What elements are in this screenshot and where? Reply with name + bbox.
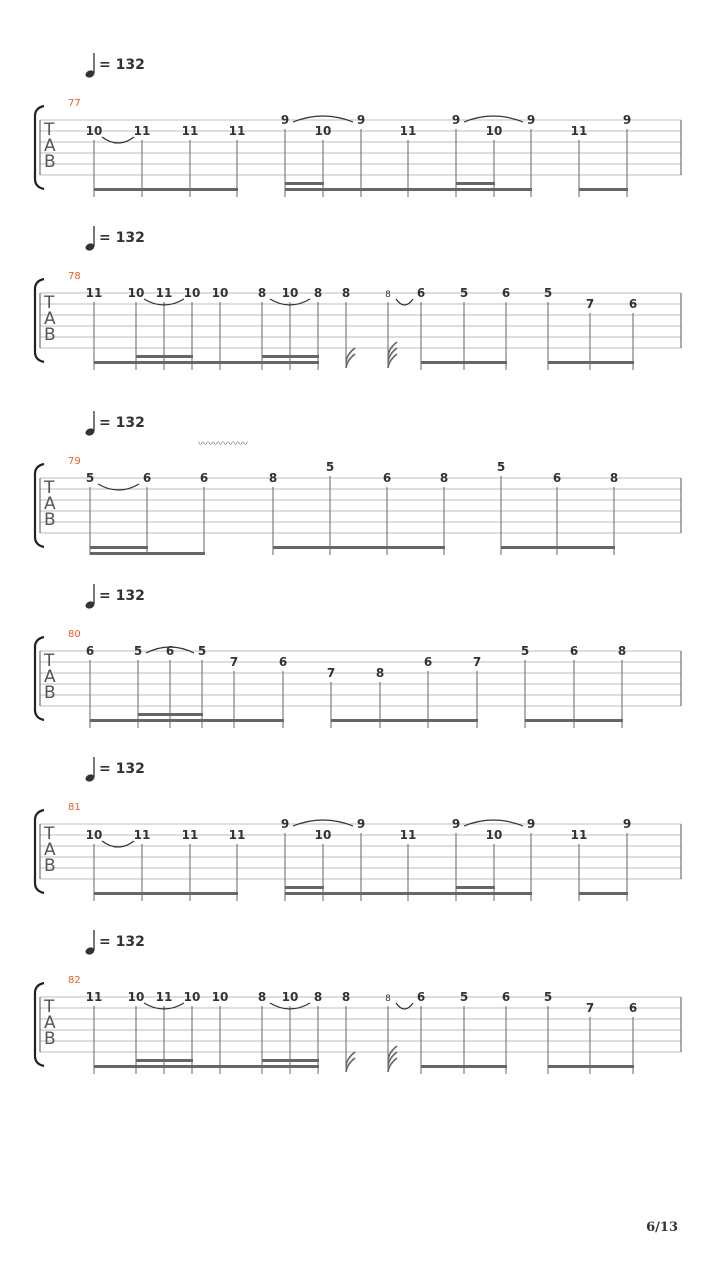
fret-number: 11: [181, 124, 199, 138]
fret-number: 8: [313, 286, 323, 300]
fret-number: 6: [423, 655, 433, 669]
vibrato-mark: 〰〰〰〰〰: [198, 439, 248, 450]
tempo-marking: = 132: [99, 57, 145, 73]
fret-number: 5: [197, 644, 207, 658]
tab-clef-letter: T: [44, 651, 55, 671]
fret-number: 6: [199, 471, 209, 485]
fret-number: 6: [569, 644, 579, 658]
beam: [501, 546, 615, 549]
fret-number: 9: [451, 817, 461, 831]
fret-number: 11: [155, 286, 173, 300]
fret-number: 9: [526, 113, 536, 127]
beam: [94, 361, 319, 364]
measure-number: 80: [68, 629, 81, 640]
beam: [421, 361, 507, 364]
fret-number: 10: [314, 828, 332, 842]
beam: [285, 182, 324, 185]
measure-number: 79: [68, 456, 81, 467]
fret-number: 9: [622, 817, 632, 831]
tempo-marking: = 132: [99, 415, 145, 431]
fret-number: 5: [85, 471, 95, 485]
beam: [94, 188, 238, 191]
tab-clef-letter: T: [44, 997, 55, 1017]
beam: [285, 886, 324, 889]
tab-system: [35, 411, 681, 555]
tab-clef-letter: T: [44, 120, 55, 140]
tab-clef-letter: B: [44, 856, 56, 876]
fret-number: 11: [155, 990, 173, 1004]
fret-number: 9: [280, 817, 290, 831]
fret-number: 10: [211, 286, 229, 300]
tab-system: [35, 226, 681, 370]
fret-number: 11: [181, 828, 199, 842]
fret-number: 7: [229, 655, 239, 669]
slur-tie: [293, 820, 353, 826]
fret-number: 8: [257, 990, 267, 1004]
tab-clef-letter: B: [44, 152, 56, 172]
tab-clef-letter: B: [44, 510, 56, 530]
tab-clef-letter: B: [44, 683, 56, 703]
measure-number: 77: [68, 98, 81, 109]
fret-number: 11: [85, 990, 103, 1004]
fret-number: 9: [451, 113, 461, 127]
fret-number: 6: [501, 286, 511, 300]
fret-number: 9: [622, 113, 632, 127]
tempo-marking: = 132: [99, 588, 145, 604]
fret-number: 6: [382, 471, 392, 485]
fret-number: 8: [341, 990, 351, 1004]
fret-number: 11: [85, 286, 103, 300]
beam: [262, 1059, 319, 1062]
fret-number: 8: [268, 471, 278, 485]
fret-number: 10: [183, 286, 201, 300]
beam: [285, 188, 532, 191]
fret-number: 10: [183, 990, 201, 1004]
tab-system: [35, 930, 681, 1074]
tab-system: [35, 53, 681, 197]
tab-clef-letter: B: [44, 325, 56, 345]
tab-clef-letter: A: [44, 136, 56, 156]
beam: [94, 1065, 319, 1068]
fret-number: 5: [543, 286, 553, 300]
fret-number: 8: [375, 666, 385, 680]
fret-number: 9: [280, 113, 290, 127]
tempo-marking: = 132: [99, 230, 145, 246]
slur-tie: [293, 116, 353, 122]
fret-number: 5: [133, 644, 143, 658]
measure-number: 81: [68, 802, 81, 813]
beam: [94, 892, 238, 895]
fret-number: 7: [326, 666, 336, 680]
fret-number: 10: [485, 124, 503, 138]
fret-number: 11: [570, 124, 588, 138]
fret-number: 11: [133, 124, 151, 138]
grace-fret-number: 8: [385, 994, 391, 1004]
fret-number: 8: [341, 286, 351, 300]
fret-number: 6: [278, 655, 288, 669]
fret-number: 5: [520, 644, 530, 658]
tab-clef-letter: A: [44, 667, 56, 687]
fret-number: 6: [501, 990, 511, 1004]
beam: [136, 355, 193, 358]
tab-clef-letter: A: [44, 309, 56, 329]
tab-clef-letter: B: [44, 1029, 56, 1049]
beam: [548, 1065, 634, 1068]
fret-number: 6: [165, 644, 175, 658]
fret-number: 6: [416, 286, 426, 300]
tab-system: [35, 584, 681, 728]
fret-number: 10: [314, 124, 332, 138]
tab-system: [35, 757, 681, 901]
fret-number: 6: [552, 471, 562, 485]
beam: [331, 719, 478, 722]
tab-clef-letter: A: [44, 494, 56, 514]
fret-number: 11: [228, 124, 246, 138]
beam: [525, 719, 623, 722]
fret-number: 7: [585, 297, 595, 311]
fret-number: 5: [496, 460, 506, 474]
fret-number: 6: [628, 297, 638, 311]
beam: [548, 361, 634, 364]
fret-number: 6: [85, 644, 95, 658]
beam: [138, 713, 203, 716]
beam: [456, 886, 495, 889]
fret-number: 8: [313, 990, 323, 1004]
beam: [579, 892, 628, 895]
beam: [262, 355, 319, 358]
fret-number: 5: [459, 990, 469, 1004]
fret-number: 8: [609, 471, 619, 485]
fret-number: 11: [133, 828, 151, 842]
fret-number: 10: [485, 828, 503, 842]
beam: [579, 188, 628, 191]
fret-number: 7: [472, 655, 482, 669]
fret-number: 10: [281, 990, 299, 1004]
beam: [90, 719, 284, 722]
tab-clef-letter: A: [44, 1013, 56, 1033]
fret-number: 11: [228, 828, 246, 842]
fret-number: 9: [356, 113, 366, 127]
fret-number: 8: [439, 471, 449, 485]
slur-tie: [464, 820, 523, 826]
grace-fret-number: 8: [385, 290, 391, 300]
slur-tie: [464, 116, 523, 122]
fret-number: 11: [399, 124, 417, 138]
fret-number: 10: [281, 286, 299, 300]
tab-clef-letter: T: [44, 478, 55, 498]
tab-clef-letter: T: [44, 824, 55, 844]
fret-number: 8: [617, 644, 627, 658]
fret-number: 11: [399, 828, 417, 842]
beam: [421, 1065, 507, 1068]
fret-number: 6: [628, 1001, 638, 1015]
beam: [136, 1059, 193, 1062]
beam: [273, 546, 445, 549]
measure-number: 78: [68, 271, 81, 282]
beam: [90, 552, 205, 555]
tab-clef-letter: A: [44, 840, 56, 860]
beam: [90, 546, 148, 549]
page-number: 6/13: [646, 1220, 678, 1235]
fret-number: 10: [85, 124, 103, 138]
tempo-marking: = 132: [99, 934, 145, 950]
fret-number: 5: [459, 286, 469, 300]
fret-number: 5: [543, 990, 553, 1004]
fret-number: 8: [257, 286, 267, 300]
fret-number: 9: [526, 817, 536, 831]
fret-number: 11: [570, 828, 588, 842]
beam: [285, 892, 532, 895]
beam: [456, 182, 495, 185]
fret-number: 10: [85, 828, 103, 842]
fret-number: 5: [325, 460, 335, 474]
measure-number: 82: [68, 975, 81, 986]
fret-number: 10: [127, 286, 145, 300]
fret-number: 10: [127, 990, 145, 1004]
fret-number: 9: [356, 817, 366, 831]
fret-number: 7: [585, 1001, 595, 1015]
fret-number: 10: [211, 990, 229, 1004]
fret-number: 6: [142, 471, 152, 485]
tab-clef-letter: T: [44, 293, 55, 313]
fret-number: 6: [416, 990, 426, 1004]
tempo-marking: = 132: [99, 761, 145, 777]
